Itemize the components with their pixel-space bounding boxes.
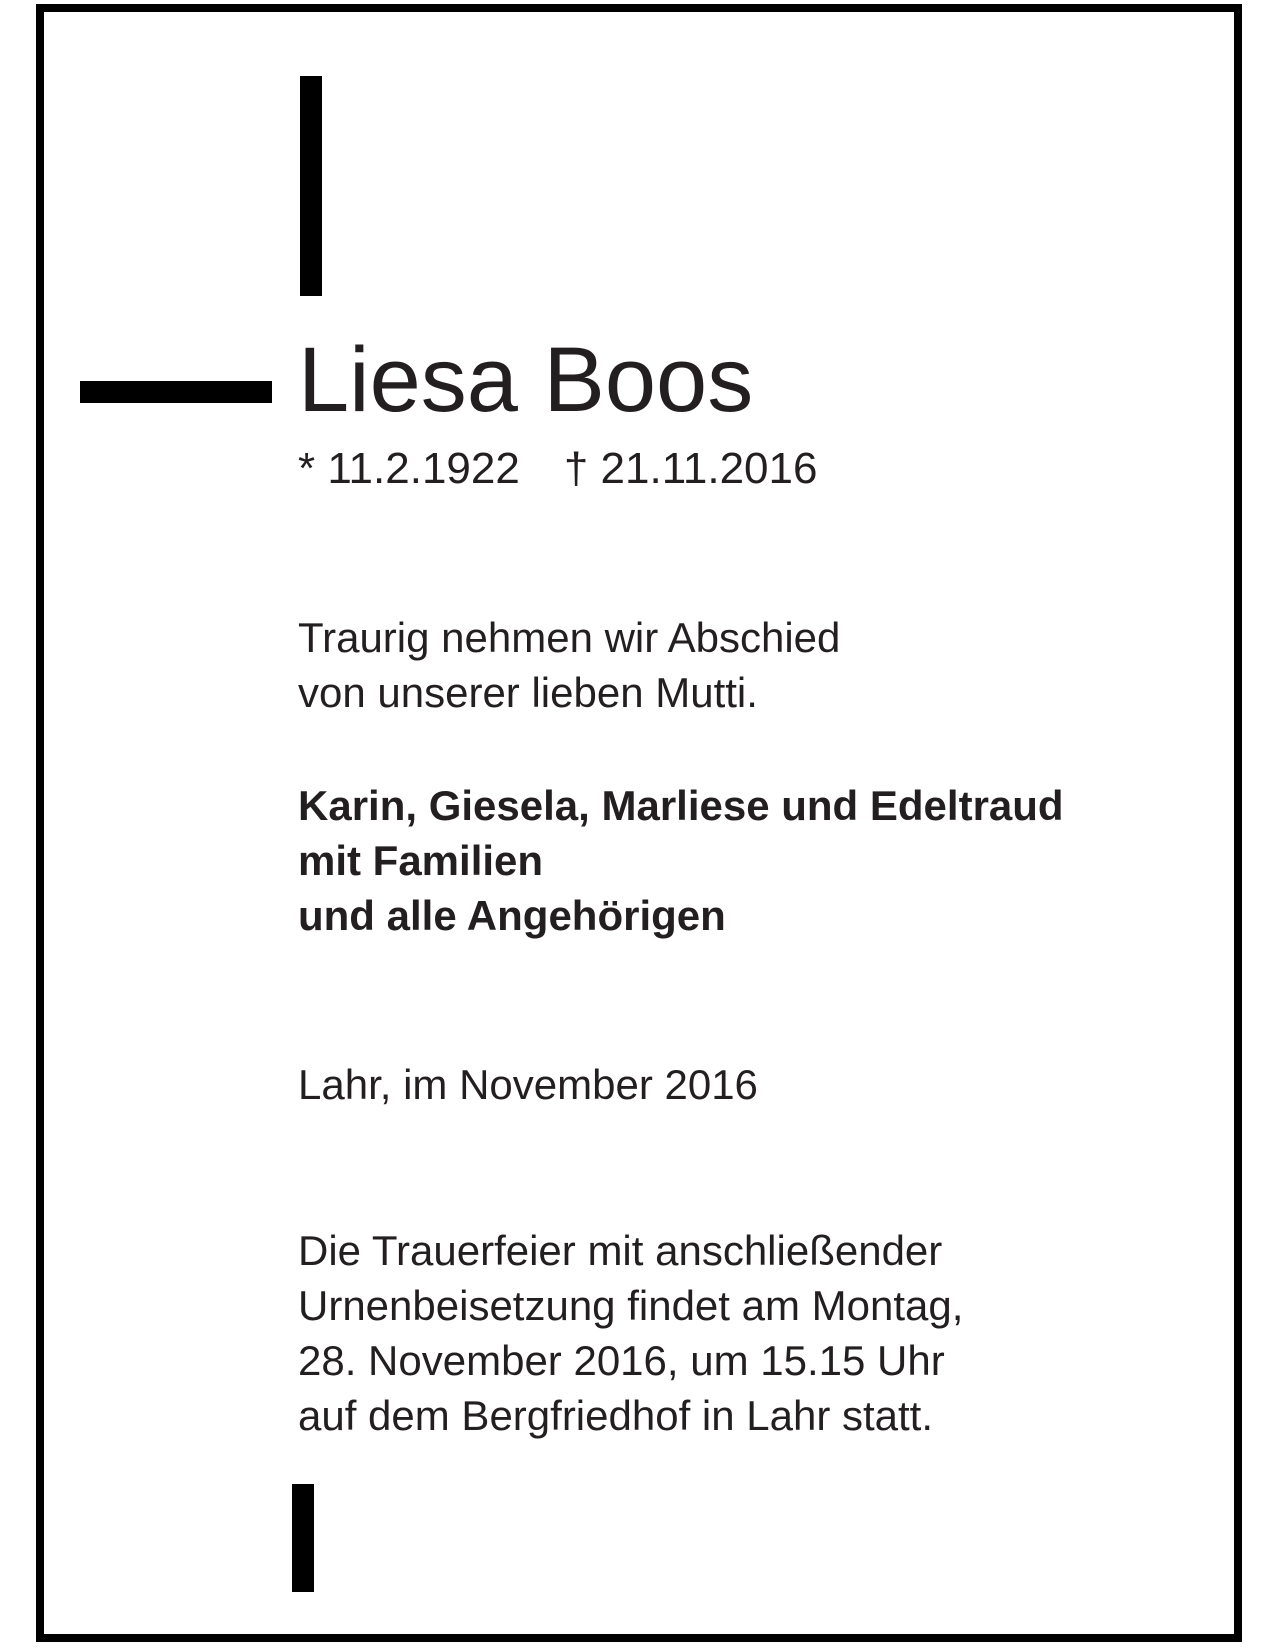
- deceased-name: Liesa Boos: [298, 329, 754, 431]
- life-dates: [298, 443, 817, 495]
- service-line: Urnenbeisetzung findet am Montag,: [298, 1282, 964, 1329]
- birth-date: * 11.2.1922: [298, 444, 520, 493]
- service-line: Die Trauerfeier mit anschließender: [298, 1227, 943, 1274]
- place-and-date: Lahr, im November 2016: [298, 1061, 758, 1108]
- mourners-list: [298, 778, 1064, 943]
- farewell-text: [298, 610, 840, 720]
- service-line: 28. November 2016, um 15.15 Uhr: [298, 1337, 945, 1384]
- cross-bottom-bar: [292, 1484, 314, 1592]
- farewell-line: Traurig nehmen wir Abschied: [298, 614, 841, 661]
- service-details: [298, 1223, 963, 1443]
- farewell-line: von unserer lieben Mutti.: [298, 669, 758, 716]
- mourners-line: und alle Angehörigen: [298, 892, 726, 939]
- service-line: auf dem Bergfriedhof in Lahr statt.: [298, 1392, 934, 1439]
- cross-top-bar: [300, 76, 322, 296]
- mourners-line: mit Familien: [298, 837, 544, 884]
- mourners-line: Karin, Giesela, Marliese und Edeltraud: [298, 782, 1064, 829]
- cross-left-bar: [80, 381, 272, 403]
- death-date: † 21.11.2016: [563, 444, 818, 493]
